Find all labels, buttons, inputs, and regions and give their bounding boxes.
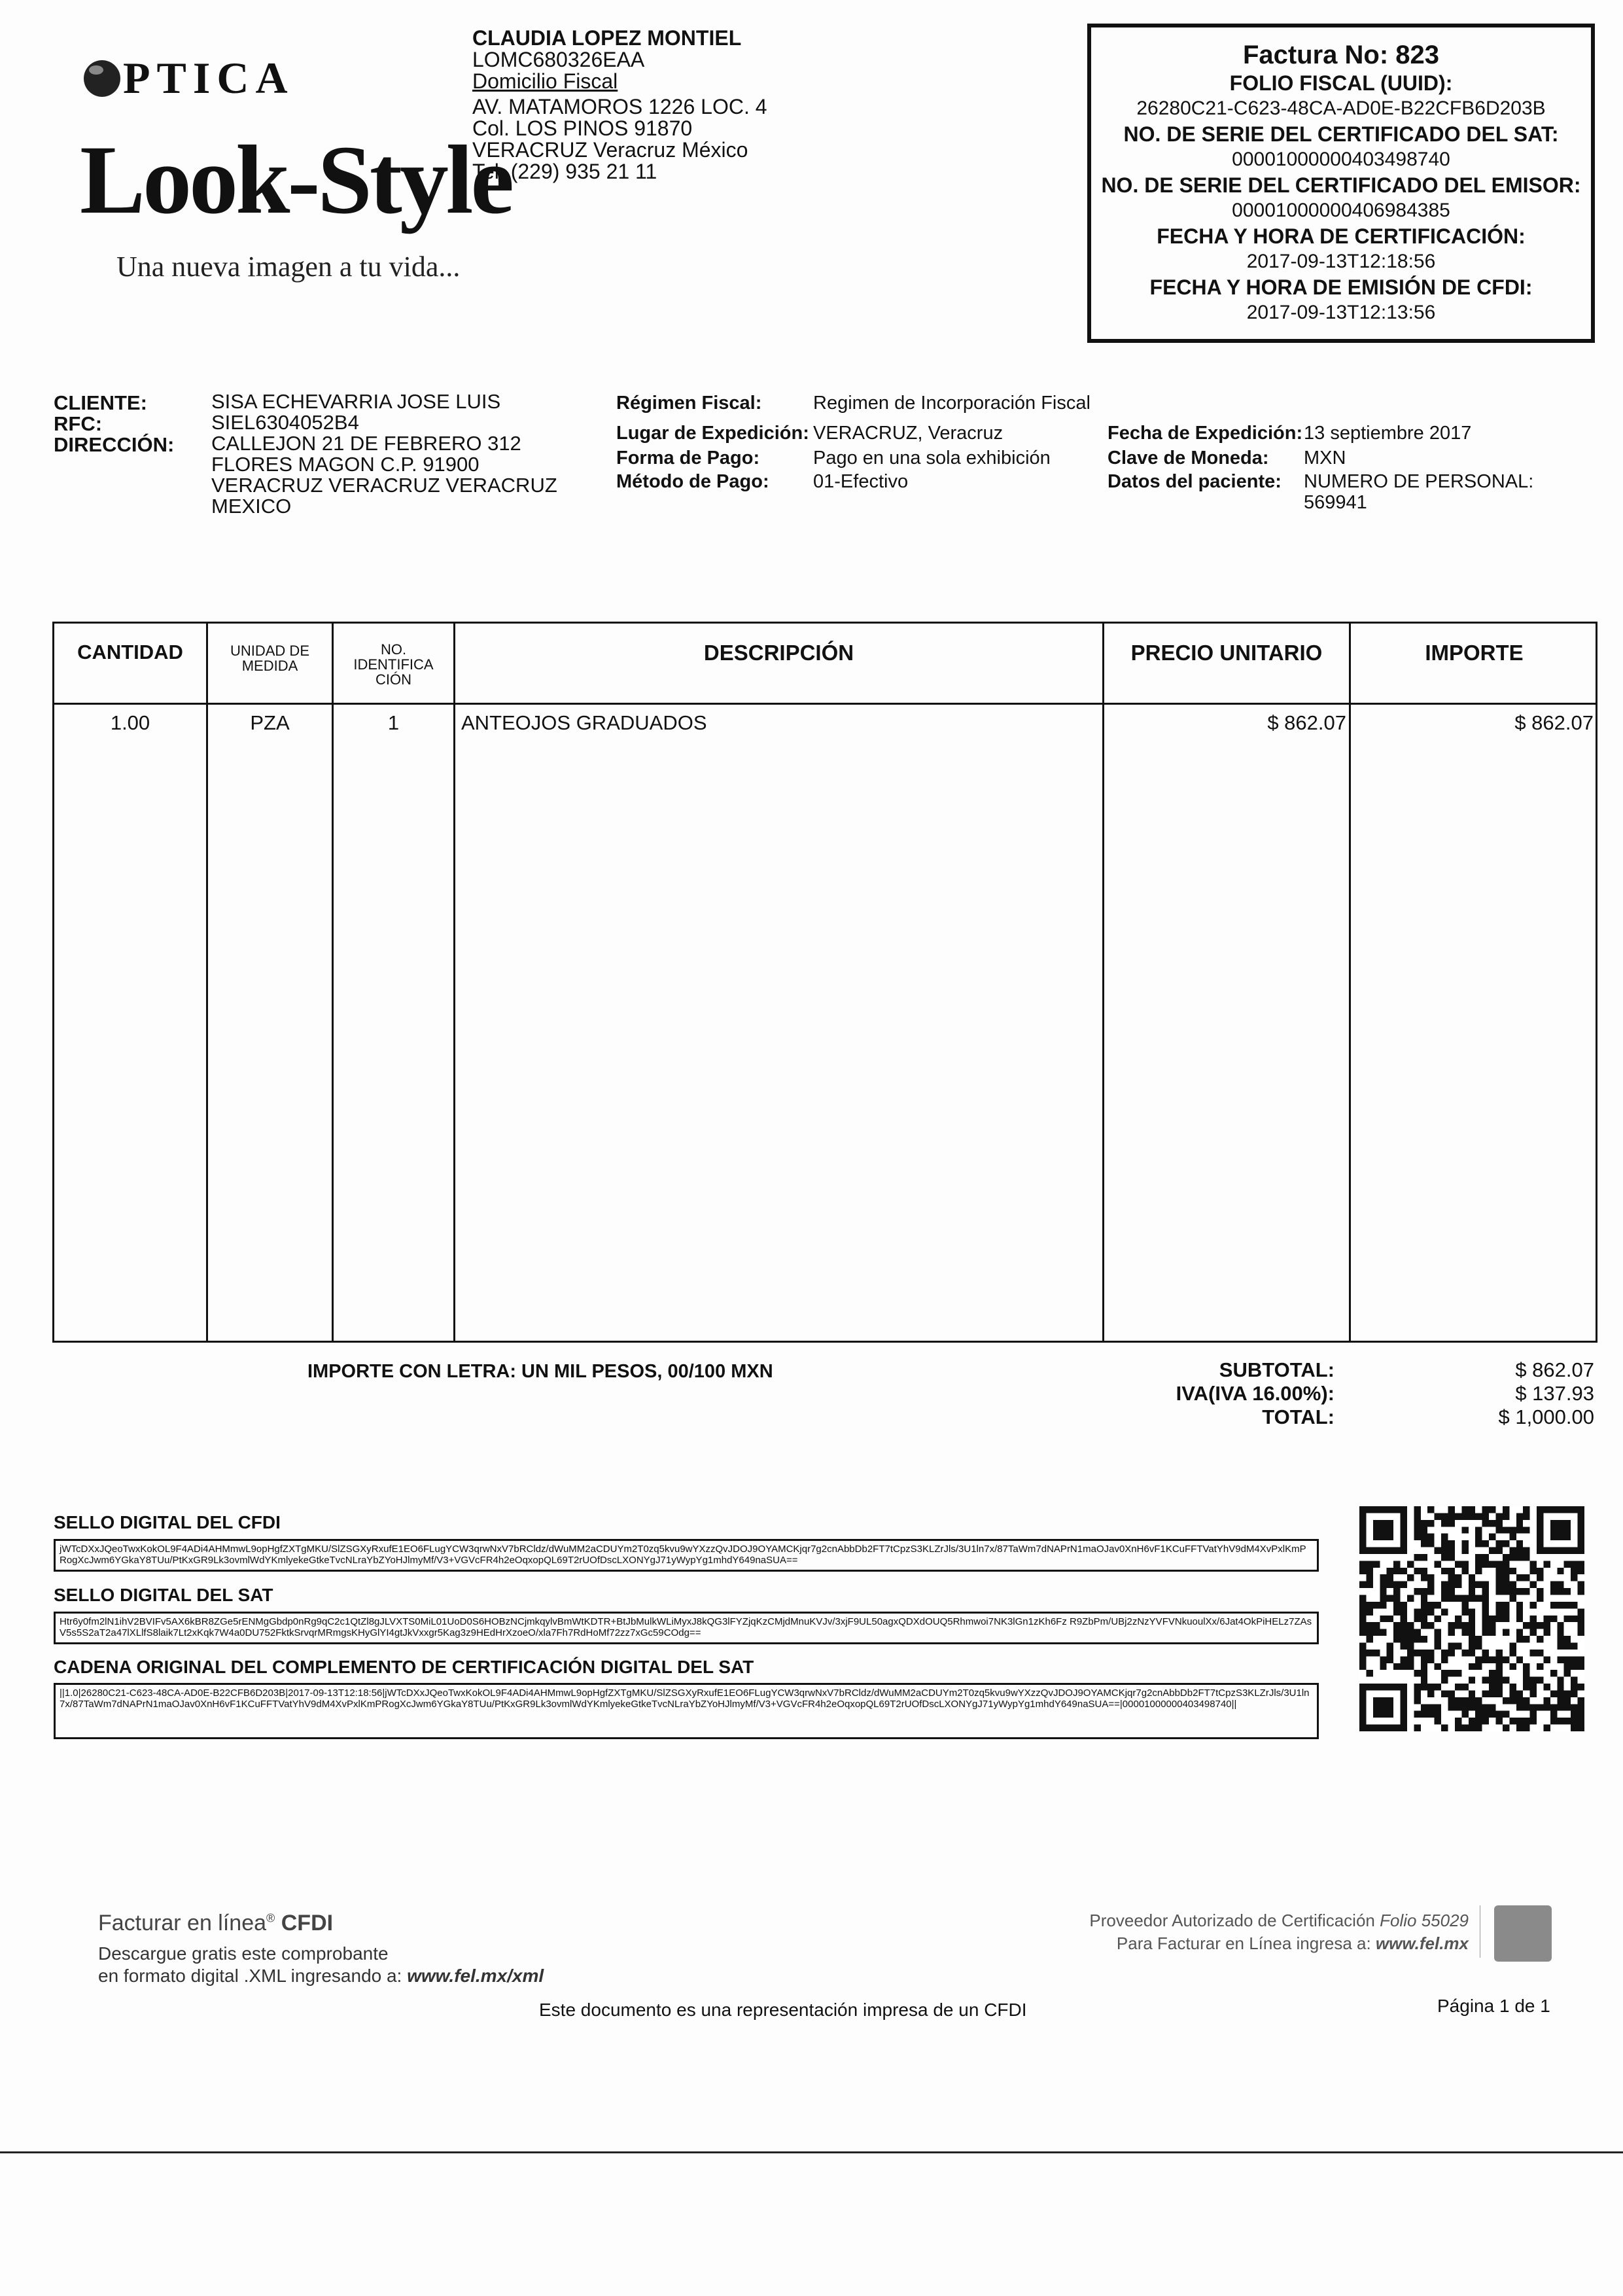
cert-sat-value: 00001000000403498740	[1232, 149, 1450, 170]
fel-link[interactable]: www.fel.mx	[1375, 1934, 1469, 1953]
cell-importe: $ 862.07	[1514, 711, 1594, 734]
fel-seal-icon	[1494, 1905, 1552, 1962]
paciente-line-2: 569941	[1304, 492, 1367, 513]
emisor-address-3: VERACRUZ Veracruz México	[472, 138, 748, 162]
domicilio-label: Domicilio Fiscal	[472, 69, 618, 93]
emisor-address-2: Col. LOS PINOS 91870	[472, 116, 693, 140]
metodo-label: Método de Pago:	[616, 471, 769, 492]
folio-value: 26280C21-C623-48CA-AD0E-B22CFB6D203B	[1136, 97, 1546, 119]
emisor-name: CLAUDIA LOPEZ MONTIEL	[472, 26, 742, 50]
lugar-label: Lugar de Expedición:	[616, 423, 809, 444]
representacion-text: Este documento es una representación impresa de un CFDI	[539, 2000, 1027, 2020]
emisor-address-1: AV. MATAMOROS 1226 LOC. 4	[472, 95, 767, 118]
moneda-label: Clave de Moneda:	[1108, 448, 1269, 468]
cliente-rfc: SIEL6304052B4	[211, 411, 359, 434]
logo-tagline: Una nueva imagen a tu vida...	[116, 251, 461, 283]
cell-descripcion: ANTEOJOS GRADUADOS	[461, 711, 707, 734]
folio-label: FOLIO FISCAL (UUID):	[1229, 71, 1453, 95]
cell-unidad: PZA	[250, 711, 290, 734]
emisor-phone: Tel. (229) 935 21 11	[472, 160, 657, 183]
header-cantidad: CANTIDAD	[77, 641, 183, 663]
cliente-dir-3: VERACRUZ VERACRUZ VERACRUZ	[211, 474, 557, 497]
forma-value: Pago en una sola exhibición	[813, 448, 1051, 468]
fecha-cert-label: FECHA Y HORA DE CERTIFICACIÓN:	[1157, 224, 1526, 248]
regimen-value: Regimen de Incorporación Fiscal	[813, 393, 1091, 414]
fel-xml-link[interactable]: www.fel.mx/xml	[407, 1966, 544, 1986]
sello-cfdi-label: SELLO DIGITAL DEL CFDI	[54, 1512, 281, 1532]
cliente-label: CLIENTE:	[54, 391, 147, 414]
cell-cantidad: 1.00	[110, 711, 150, 734]
iva-value: $ 137.93	[1515, 1382, 1594, 1405]
subtotal-value: $ 862.07	[1515, 1358, 1594, 1381]
emisor-rfc: LOMC680326EAA	[472, 48, 645, 71]
cliente-name: SISA ECHEVARRIA JOSE LUIS	[211, 390, 501, 413]
importe-letra: IMPORTE CON LETRA: UN MIL PESOS, 00/100 MXN	[307, 1361, 773, 1382]
cliente-dir-1: CALLEJON 21 DE FEBRERO 312	[211, 432, 521, 455]
forma-label: Forma de Pago:	[616, 448, 760, 468]
factura-box	[1087, 24, 1595, 343]
qr-code	[1359, 1506, 1584, 1731]
total-label: TOTAL:	[1262, 1405, 1335, 1428]
header-descripcion: DESCRIPCIÓN	[703, 641, 854, 665]
factura-title: Factura No: 823	[1242, 41, 1440, 69]
cert-emisor-value: 00001000000406984385	[1232, 200, 1450, 221]
cert-emisor-label: NO. DE SERIE DEL CERTIFICADO DEL EMISOR:	[1101, 173, 1581, 197]
direccion-label: DIRECCIÓN:	[54, 433, 175, 456]
logo-look-style: Look-Style	[80, 126, 512, 234]
cadena-value: ||1.0|26280C21-C623-48CA-AD0E-B22CFB6D203B|2017-09-13T12:18:56|jWTcDXxJQeoTwxKokOL9F4ADi4AHMmwL9opHgfZXTgMKU/SlZSGXyRxufE1EO6FLugYCW3qrwNxV7bRCldz/dWuMM2aCDUYm2T0zq5kvu9wYXzzQvJDOJ9OYAMCKjqr7g2cnAbbDb2FT7tCpzS3KLZrJls/3U1ln7x/87TaWm7dNAPrN1maOJav0XnH6vF1KCuFFTVatYhV9dM4XvPxlKmPRogXcJwm6YGkaY8TUu/PtKxGR9Lk3ovmlWdYKmlyekeGtkeTvcNLraYbZYoHJlmyMf/V3+VGVcFR4h2eOqxopQL69T2rUOfDscLXONYgJ71yWypYg1mhdY649naSUA==|00001000000403498740||	[54, 1683, 1319, 1739]
lens-icon	[84, 60, 120, 97]
fel-title: Facturar en línea® CFDI	[98, 1911, 334, 1935]
sello-cfdi-value: jWTcDXxJQeoTwxKokOL9F4ADi4AHMmwL9opHgfZXTgMKU/SlZSGXyRxufE1EO6FLugYCW3qrwNxV7bRCldz/dWuMM2aCDUYm2T0zq5kvu9wYXzzQvJDOJ9OYAMCKjqr7g2cnAbbDb2FT7tCpzS3KLZrJls/3U1ln7x/87TaWm7dNAPrN1maOJav0XnH6vF1KCuFFTVatYhV9dM4XvPxlKmPRogXcJwm6YGkaY8TUu/PtKxGR9Lk3ovmlWdYKmlyekeGtkeTvcNLraYbZYoHJlmyMf/V3+VGVcFR4h2eOqxopQL69T2rUOfDscLXONYgJ71yWypYg1mhdY649naSUA==	[54, 1539, 1319, 1572]
descargue-line-2: en formato digital .XML ingresando a: www.fel.mx/xml	[98, 1966, 544, 1986]
moneda-value: MXN	[1304, 448, 1346, 468]
header-precio: PRECIO UNITARIO	[1130, 641, 1323, 665]
cliente-dir-2: FLORES MAGON C.P. 91900	[211, 453, 480, 476]
regimen-label: Régimen Fiscal:	[616, 393, 762, 414]
paciente-label: Datos del paciente:	[1108, 471, 1282, 492]
fecha-exp-value: 13 septiembre 2017	[1304, 423, 1472, 444]
cadena-label: CADENA ORIGINAL DEL COMPLEMENTO DE CERTIFICACIÓN DIGITAL DEL SAT	[54, 1657, 754, 1677]
paciente-value	[1304, 471, 1533, 513]
page-bottom-divider	[0, 2151, 1623, 2153]
header-no-identificacion: NO. IDENTIFICA CIÓN	[353, 641, 434, 688]
para-facturar-line: Para Facturar en Línea ingresa a: www.fel.mx	[1116, 1934, 1469, 1953]
cell-precio: $ 862.07	[1267, 711, 1346, 734]
cliente-block	[211, 391, 557, 517]
sello-sat-value: Htr6y0fm2lN1ihV2BVIFv5AX6kBR8ZGe5rENMgGbdp0nRg9qC2c1QtZl8gJLVXTS0MiL01UoD0S6HOBzNCjmkqylvBmWtKDTR+BtJbMulkWLiMyxJ8kQG3lFYZjqKzCMjdMnuKVJv/3xjF9UL50agxQDXdOUQ5Rhmwoi7NK3lGn1zKh6Fz R9ZbPm/UBj2zNzYVFVNkuoulXx/6Jat4OkPiHELz7ZAsV5s5S2aT2a47lXLlfS8laik7Lt2xKqk7W4a0DU752FktkSrvqrMRmgsKHyGlYI4gtJkVxxgr5Kag3z9HEdHrXzoeO/xla7Fh7RdHoMf72zz7xGc59COdg==	[54, 1612, 1319, 1644]
sello-sat-label: SELLO DIGITAL DEL SAT	[54, 1585, 273, 1605]
proveedor-line: Proveedor Autorizado de Certificación Folio 55029	[1089, 1911, 1469, 1930]
logo-optica: PTICA	[84, 52, 294, 104]
header-importe: IMPORTE	[1425, 641, 1524, 665]
rfc-label: RFC:	[54, 412, 103, 435]
page-number: Página 1 de 1	[1437, 1996, 1550, 2016]
iva-label: IVA(IVA 16.00%):	[1176, 1382, 1335, 1405]
fecha-emision-label: FECHA Y HORA DE EMISIÓN DE CFDI:	[1149, 275, 1533, 299]
total-value: $ 1,000.00	[1498, 1405, 1594, 1428]
lugar-value: VERACRUZ, Veracruz	[813, 423, 1003, 444]
subtotal-label: SUBTOTAL:	[1219, 1358, 1335, 1381]
items-table	[52, 622, 1597, 1343]
cert-sat-label: NO. DE SERIE DEL CERTIFICADO DEL SAT:	[1123, 122, 1559, 146]
metodo-value: 01-Efectivo	[813, 471, 909, 492]
fecha-cert-value: 2017-09-13T12:18:56	[1246, 251, 1436, 272]
emisor-block	[472, 27, 767, 183]
header-unidad: UNIDAD DE MEDIDA	[230, 643, 309, 674]
descargue-line-1: Descargue gratis este comprobante	[98, 1943, 389, 1964]
fecha-exp-label: Fecha de Expedición:	[1108, 423, 1303, 444]
cliente-dir-4: MEXICO	[211, 495, 292, 518]
paciente-line-1: NUMERO DE PERSONAL:	[1304, 471, 1534, 492]
fecha-emision-value: 2017-09-13T12:13:56	[1246, 302, 1436, 323]
cell-no: 1	[387, 711, 400, 734]
